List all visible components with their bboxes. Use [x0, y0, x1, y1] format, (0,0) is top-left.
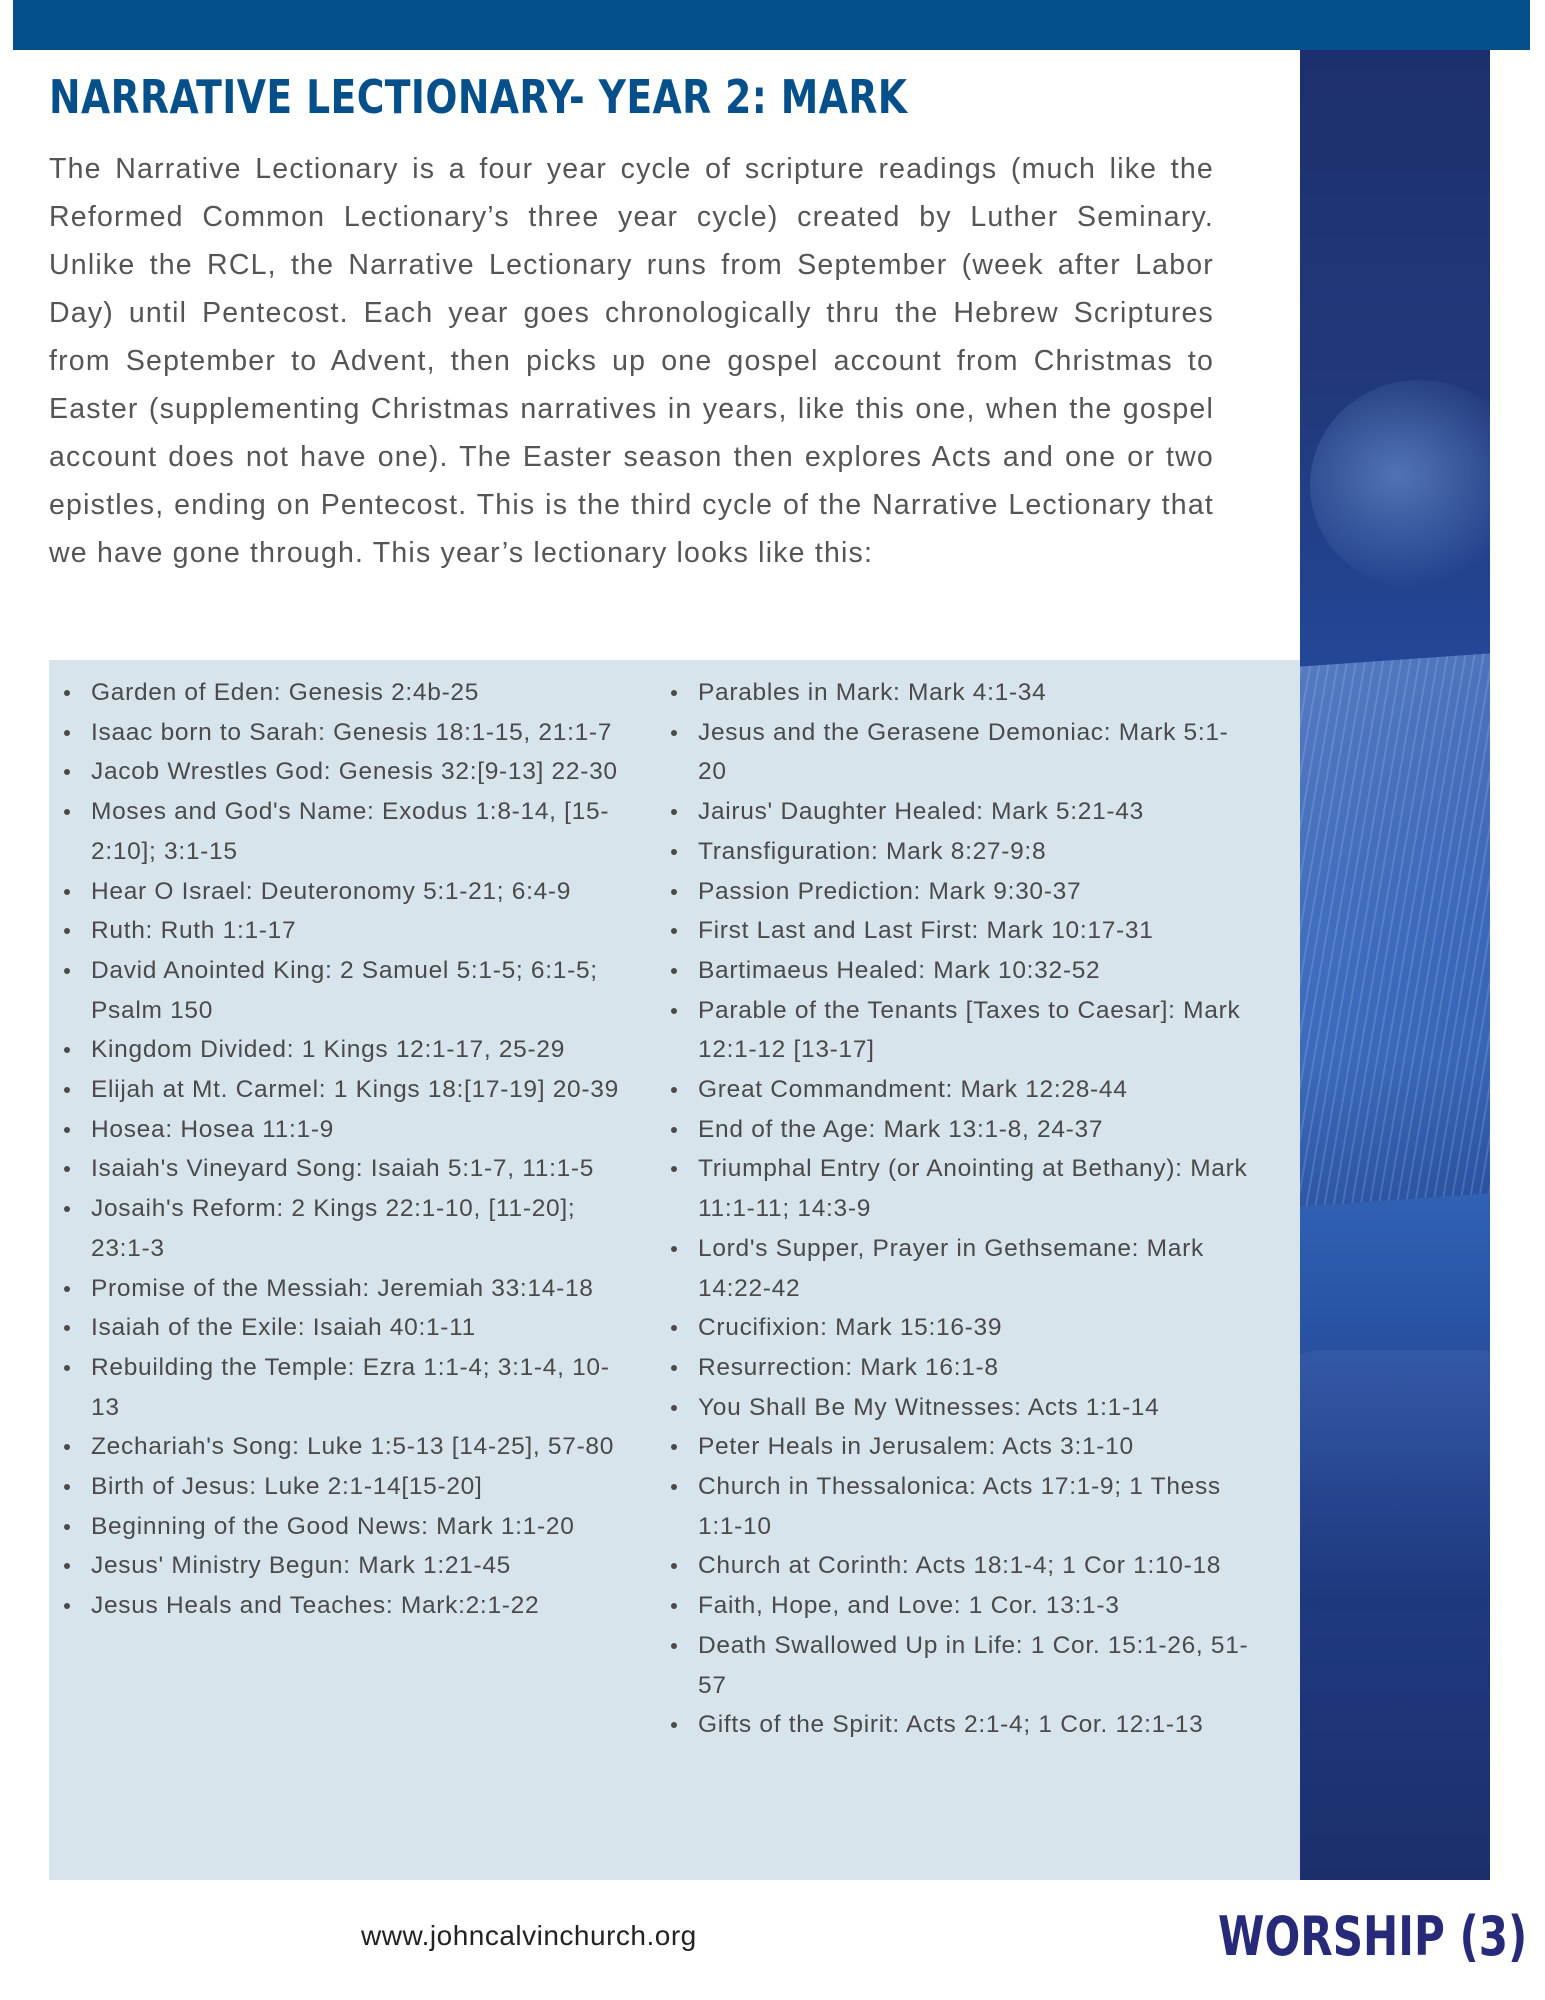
reading-item: Bartimaeus Healed: Mark 10:32-52	[656, 951, 1256, 991]
intro-paragraph: The Narrative Lectionary is a four year cycle of scripture readings (much like the Reformed Common Lectionary’s three year cycle) created by Luther Seminary. Unlike the RCL, the Narrative Lectionary runs from September (week after Labor Day) until Pentecost. Each year goes chronologically thru the Hebrew Scriptures from September to Advent, then picks up one gospel account from Christmas to Easter (supplementing Christmas narratives in years, like this one, when the gospel account does not have one). The Easter season then explores Acts and one or two epistles, ending on Pentecost. This is the third cycle of the Narrative Lectionary that we have gone through. This year’s lectionary looks like this:	[49, 153, 1214, 569]
reading-item: Promise of the Messiah: Jeremiah 33:14-18	[49, 1269, 629, 1309]
reading-item: Lord's Supper, Prayer in Gethsemane: Mark 14:22-42	[656, 1229, 1256, 1308]
reading-item: Jacob Wrestles God: Genesis 32:[9-13] 22-30	[49, 752, 629, 792]
reading-item: Church in Thessalonica: Acts 17:1-9; 1 Thess 1:1-10	[656, 1467, 1256, 1546]
reading-item: Isaiah of the Exile: Isaiah 40:1-11	[49, 1308, 629, 1348]
reading-item: Transfiguration: Mark 8:27-9:8	[656, 832, 1256, 872]
readings-list-right	[656, 673, 1256, 1745]
reading-item: Great Commandment: Mark 12:28-44	[656, 1070, 1256, 1110]
reading-item: Isaac born to Sarah: Genesis 18:1-15, 21:1-7	[49, 713, 629, 753]
reading-item: Isaiah's Vineyard Song: Isaiah 5:1-7, 11:1-5	[49, 1149, 629, 1189]
reading-item: Parables in Mark: Mark 4:1-34	[656, 673, 1256, 713]
reading-item: Jairus' Daughter Healed: Mark 5:21-43	[656, 792, 1256, 832]
reading-item: Faith, Hope, and Love: 1 Cor. 13:1-3	[656, 1586, 1256, 1626]
reading-item: Peter Heals in Jerusalem: Acts 3:1-10	[656, 1427, 1256, 1467]
reading-item: Zechariah's Song: Luke 1:5-13 [14-25], 57-80	[49, 1427, 629, 1467]
bible-pages-shape	[1300, 653, 1490, 1206]
reading-item: Ruth: Ruth 1:1-17	[49, 911, 629, 951]
reading-item: End of the Age: Mark 13:1-8, 24-37	[656, 1110, 1256, 1150]
reading-item: Rebuilding the Temple: Ezra 1:1-4; 3:1-4, 10-13	[49, 1348, 629, 1427]
hand-shape	[1310, 380, 1490, 590]
reading-item: Hear O Israel: Deuteronomy 5:1-21; 6:4-9	[49, 872, 629, 912]
readings-list-left	[49, 673, 629, 1626]
reading-item: Gifts of the Spirit: Acts 2:1-4; 1 Cor. 12:1-13	[656, 1705, 1256, 1745]
book-edge-shape	[1300, 1350, 1490, 1610]
reading-item: Hosea: Hosea 11:1-9	[49, 1110, 629, 1150]
reading-item: Church at Corinth: Acts 18:1-4; 1 Cor 1:10-18	[656, 1546, 1256, 1586]
reading-item: David Anointed King: 2 Samuel 5:1-5; 6:1-5; Psalm 150	[49, 951, 629, 1030]
reading-item: Garden of Eden: Genesis 2:4b-25	[49, 673, 629, 713]
reading-item: Parable of the Tenants [Taxes to Caesar]: Mark 12:1-12 [13-17]	[656, 991, 1256, 1070]
reading-item: First Last and Last First: Mark 10:17-31	[656, 911, 1256, 951]
reading-item: Jesus' Ministry Begun: Mark 1:21-45	[49, 1546, 629, 1586]
reading-item: Moses and God's Name: Exodus 1:8-14, [15-2:10]; 3:1-15	[49, 792, 629, 871]
reading-item: Resurrection: Mark 16:1-8	[656, 1348, 1256, 1388]
reading-item: Beginning of the Good News: Mark 1:1-20	[49, 1507, 629, 1547]
reading-item: Josaih's Reform: 2 Kings 22:1-10, [11-20]; 23:1-3	[49, 1189, 629, 1268]
reading-item: Triumphal Entry (or Anointing at Bethany): Mark 11:1-11; 14:3-9	[656, 1149, 1256, 1228]
header-bar	[13, 0, 1530, 50]
website-url[interactable]: www.johncalvinchurch.org	[361, 1920, 697, 1951]
reading-item: Crucifixion: Mark 15:16-39	[656, 1308, 1256, 1348]
reading-item: Death Swallowed Up in Life: 1 Cor. 15:1-26, 51-57	[656, 1626, 1256, 1705]
reading-item: Elijah at Mt. Carmel: 1 Kings 18:[17-19] 20-39	[49, 1070, 629, 1110]
reading-item: Birth of Jesus: Luke 2:1-14[15-20]	[49, 1467, 629, 1507]
reading-item: You Shall Be My Witnesses: Acts 1:1-14	[656, 1388, 1256, 1428]
reading-item: Kingdom Divided: 1 Kings 12:1-17, 25-29	[49, 1030, 629, 1070]
section-label: WORSHIP (3)	[1218, 1905, 1528, 1968]
reading-item: Jesus and the Gerasene Demoniac: Mark 5:1-20	[656, 713, 1256, 792]
reading-item: Passion Prediction: Mark 9:30-37	[656, 872, 1256, 912]
page-title: NARRATIVE LECTIONARY- YEAR 2: MARK	[49, 70, 908, 124]
bible-photo-image	[1300, 50, 1490, 1880]
reading-item: Jesus Heals and Teaches: Mark:2:1-22	[49, 1586, 629, 1626]
readings-panel	[49, 660, 1300, 1880]
